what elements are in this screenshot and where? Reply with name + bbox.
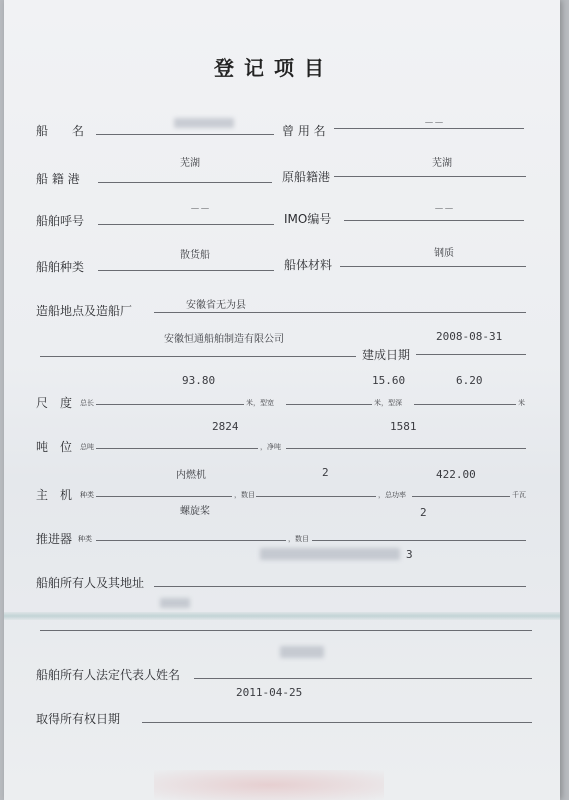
acquisition-date-label: 取得所有权日期: [36, 712, 121, 726]
former-name-value: －－: [424, 118, 444, 129]
redacted-owner: [260, 548, 400, 560]
gross-tonnage-label: 总吨: [80, 443, 94, 451]
net-tonnage-label: ，净吨: [260, 443, 281, 451]
orig-port-line: [334, 176, 526, 177]
former-name-line: [334, 128, 524, 129]
propeller-count-value: 2: [420, 506, 427, 519]
call-sign-line: [98, 224, 274, 225]
imo-label: IMO编号: [284, 212, 332, 226]
engine-power-unit: 千瓦: [512, 491, 526, 499]
owner-label: 船舶所有人及其地址: [36, 576, 145, 590]
stain: [154, 770, 384, 800]
build-date-label: 建成日期: [362, 348, 411, 362]
page-title: 登记项目: [214, 56, 334, 80]
ship-name-line: [96, 134, 274, 135]
engine-type-label: 种类: [80, 491, 94, 499]
owner-partial-value: 3: [406, 548, 413, 561]
representative-line: [194, 678, 532, 679]
imo-line: [344, 220, 524, 221]
call-sign-label: 船舶呼号: [36, 214, 85, 228]
acquisition-date-value: 2011-04-25: [236, 686, 303, 699]
representative-label: 船舶所有人法定代表人姓名: [36, 668, 181, 682]
build-place-line: [154, 312, 526, 313]
engine-count-label: ，数目: [234, 491, 255, 499]
imo-value: －－: [434, 204, 454, 215]
propeller-type-value: 螺旋桨: [180, 506, 210, 517]
ship-type-value: 散货船: [180, 250, 210, 261]
page-fold-shadow: [4, 612, 560, 620]
net-tonnage-line: [286, 448, 526, 449]
propeller-type-line: [96, 540, 286, 541]
engine-type-value: 内燃机: [176, 470, 206, 481]
gross-tonnage-value: 2824: [212, 420, 239, 433]
breadth-value: 15.60: [372, 374, 406, 387]
breadth-line: [286, 404, 372, 405]
propeller-label: 推进器: [36, 532, 73, 546]
acquisition-date-line: [142, 722, 532, 723]
orig-port-value: 芜湖: [432, 158, 452, 169]
breadth-unit: 米，型深: [374, 399, 402, 407]
net-tonnage-value: 1581: [390, 420, 417, 433]
build-date-value: 2008-08-31: [436, 330, 503, 343]
builder-label: 造船地点及造船厂: [36, 304, 133, 318]
port-line: [98, 182, 272, 183]
depth-value: 6.20: [456, 374, 483, 387]
hull-value: 钢质: [434, 248, 454, 259]
propeller-type-label: 种类: [78, 535, 92, 543]
redacted-owner-address: [160, 598, 190, 608]
ship-type-label: 船舶种类: [36, 260, 85, 274]
propeller-count-line: [312, 540, 526, 541]
ship-name-label: 船 名: [36, 124, 85, 138]
port-label: 船 籍 港: [36, 172, 80, 186]
engine-count-value: 2: [322, 466, 329, 479]
engine-power-line: [412, 496, 510, 497]
build-place-value: 安徽省无为县: [186, 300, 246, 311]
length-line: [96, 404, 244, 405]
tonnage-label: 吨 位: [36, 440, 73, 454]
builder-value: 安徽恒通船舶制造有限公司: [164, 334, 284, 345]
build-date-line: [416, 354, 526, 355]
ship-type-line: [98, 270, 274, 271]
owner-address-line: [40, 630, 532, 631]
length-value: 93.80: [182, 374, 216, 387]
length-unit: 米，型宽: [246, 399, 274, 407]
depth-unit: 米: [518, 399, 525, 407]
propeller-count-label: ，数目: [288, 535, 309, 543]
builder-line: [40, 356, 356, 357]
gross-tonnage-line: [96, 448, 258, 449]
depth-line: [414, 404, 516, 405]
engine-power-value: 422.00: [436, 468, 476, 481]
length-label: 总长: [80, 399, 94, 407]
former-name-label: 曾 用 名: [282, 124, 326, 138]
redacted-ship-name: [174, 118, 234, 128]
orig-port-label: 原船籍港: [282, 170, 331, 184]
redacted-representative: [280, 646, 324, 658]
hull-label: 船体材料: [284, 258, 333, 272]
dimension-label: 尺 度: [36, 396, 73, 410]
port-value: 芜湖: [180, 158, 200, 169]
engine-power-label: ，总功率: [378, 491, 406, 499]
engine-label: 主 机: [36, 488, 73, 502]
engine-count-line: [256, 496, 376, 497]
engine-type-line: [96, 496, 232, 497]
call-sign-value: －－: [190, 204, 210, 215]
document-page: [4, 0, 560, 800]
owner-line: [154, 586, 526, 587]
hull-line: [340, 266, 526, 267]
